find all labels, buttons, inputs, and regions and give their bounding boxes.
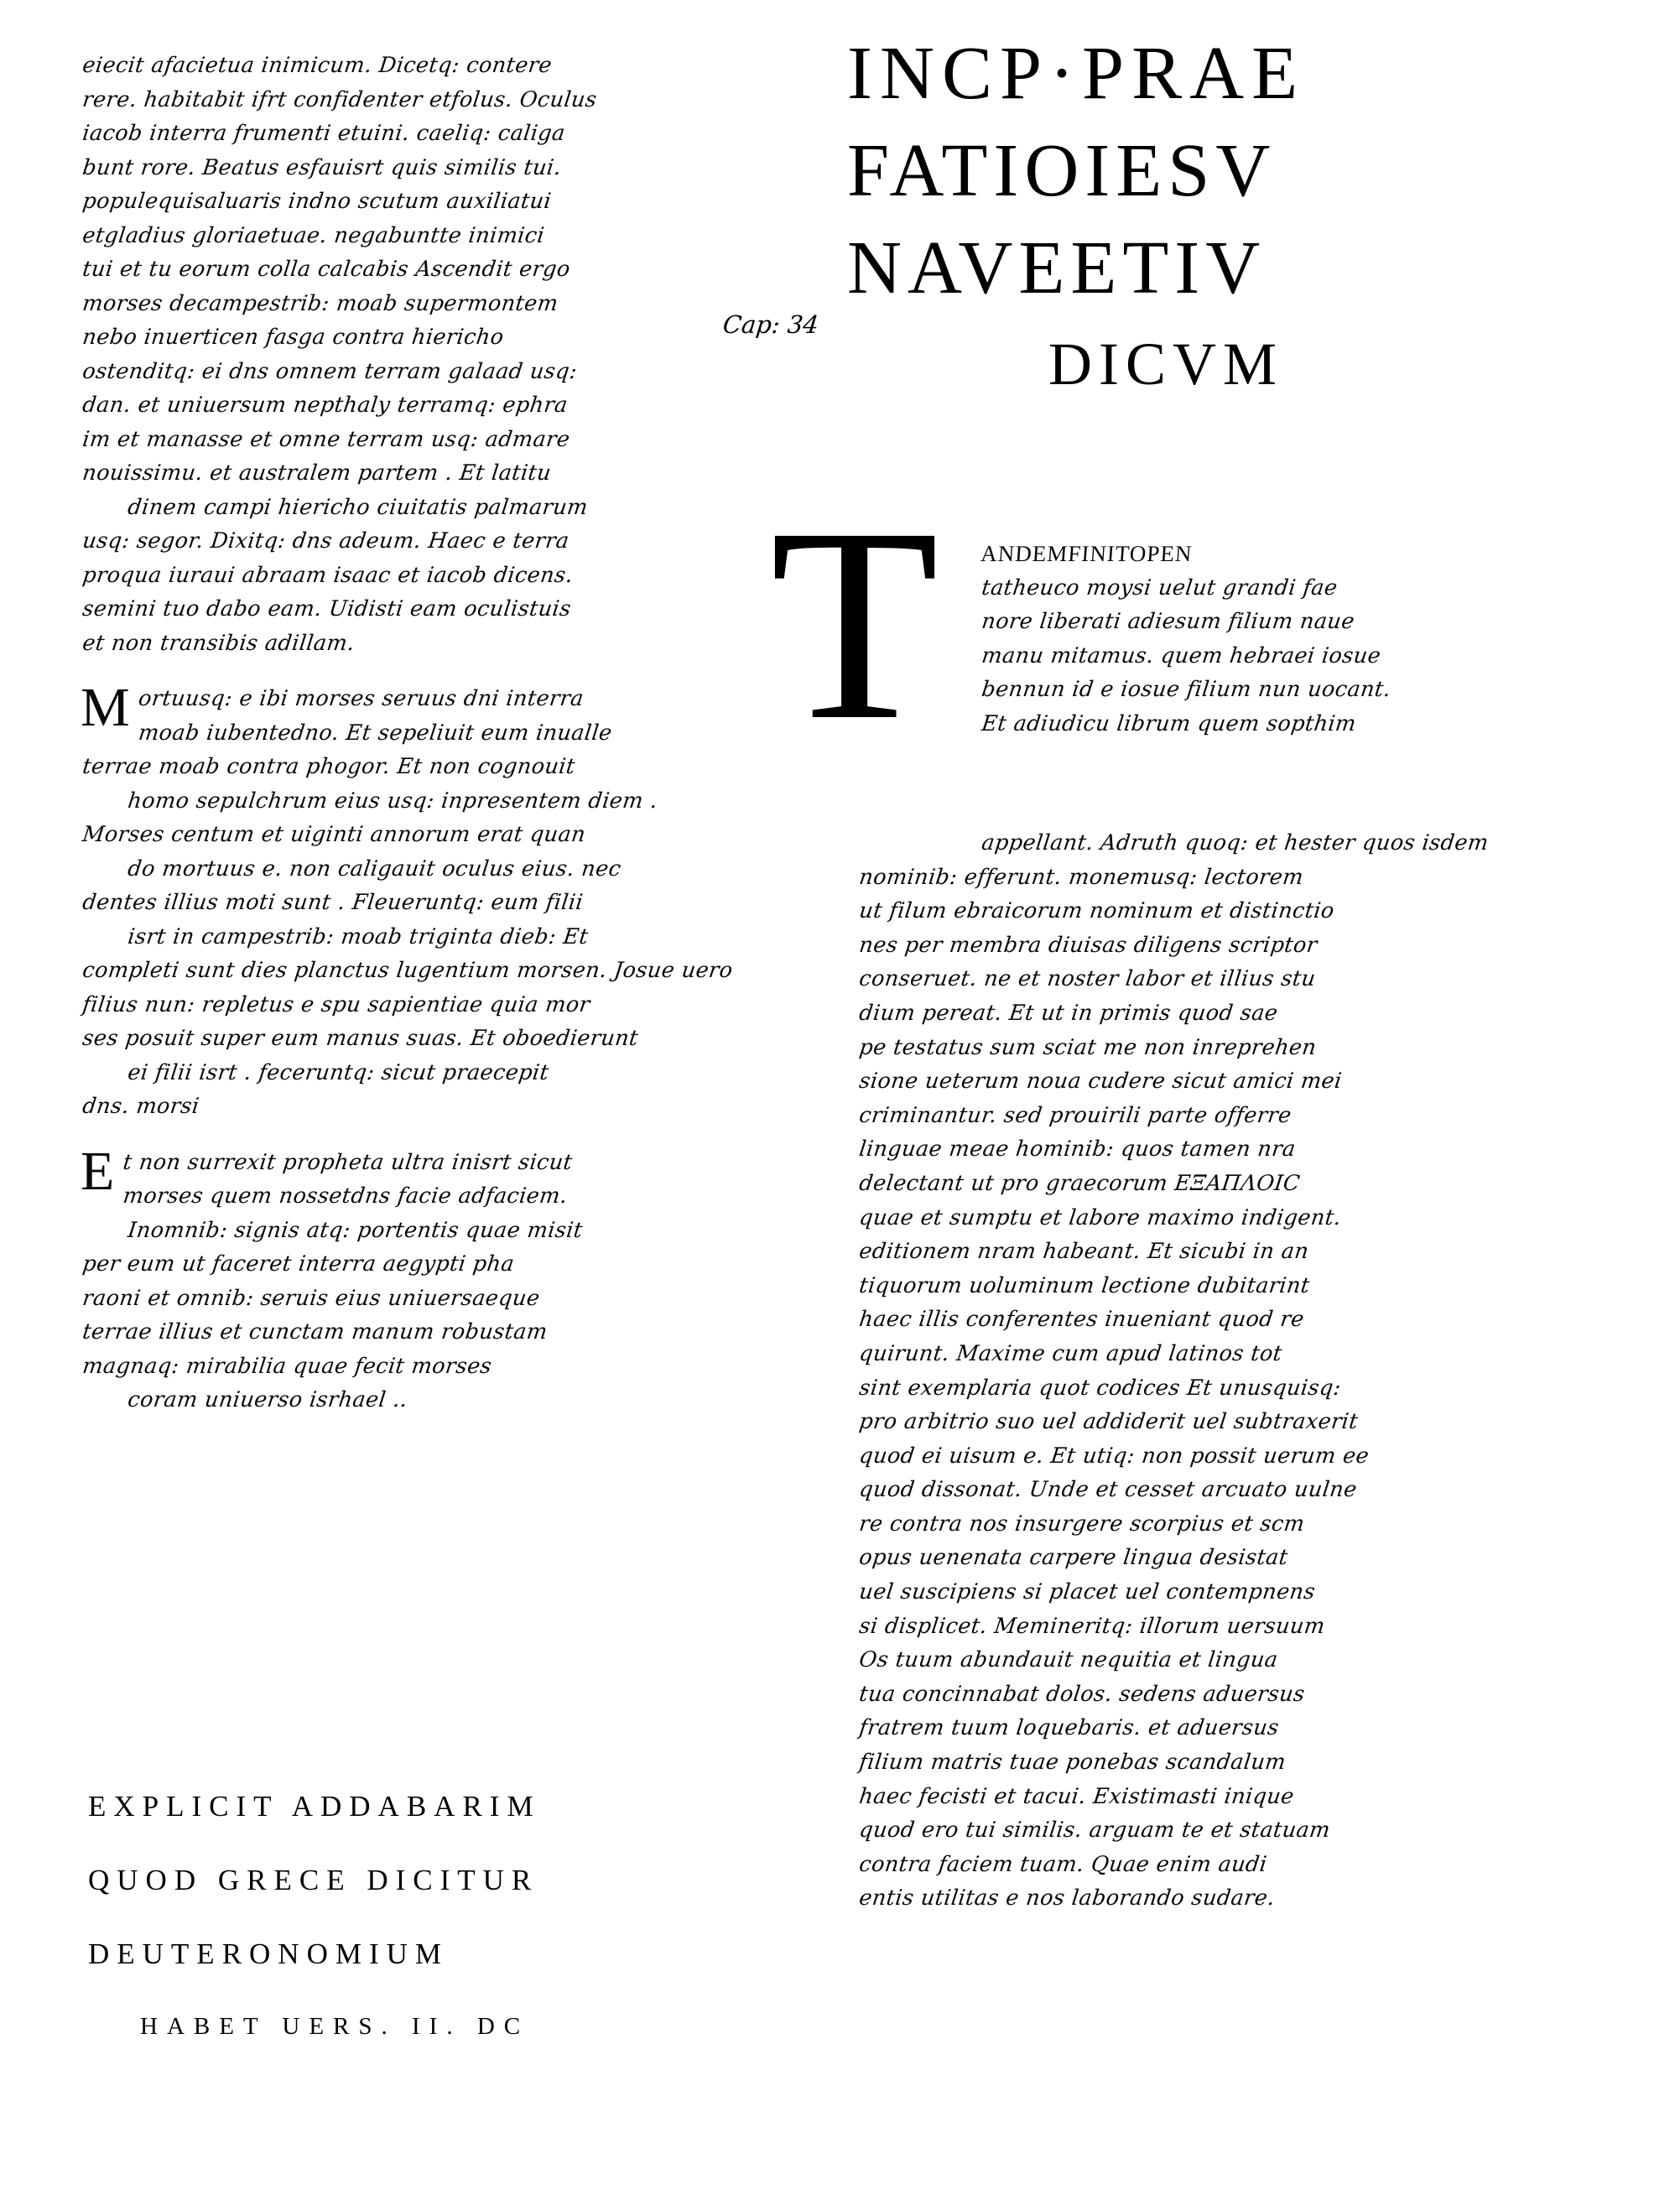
ms-line: eiecit afacietua inimicum. Dicetq: contere: [81, 53, 554, 78]
ms-line: etgladius gloriaetuae. negabuntte inimici: [81, 222, 546, 248]
ms-line: raoni et omnib: seruis eius uniuersaeque: [81, 1285, 542, 1311]
title-line: DICVM: [1048, 330, 1284, 398]
ms-line: homo sepulchrum eius usq: inpresentem diem .: [126, 788, 659, 814]
ms-line: quod ero tui similis. arguam te et statuam: [857, 1818, 1332, 1844]
ms-line: re contra nos insurgere scorpius et scm: [857, 1511, 1307, 1537]
left-text-column: [81, 49, 743, 1439]
ms-line: Inomnib: signis atq: portentis quae misit: [126, 1217, 585, 1243]
ms-line: dentes illius moti sunt . Fleueruntq: eum filii: [81, 890, 585, 915]
ms-line: conseruet. ne et noster labor et illius stu: [857, 966, 1318, 992]
ms-line: semini tuo dabo eam. Uidisti eam oculistuis: [81, 596, 573, 622]
ms-line: fratrem tuum loquebaris. et aduersus: [857, 1715, 1281, 1741]
ms-line: editionem nram habeant. Et sicubi in an: [857, 1239, 1311, 1265]
ms-line: ses posuit super eum manus suas. Et oboedierunt: [81, 1026, 640, 1051]
ms-line: sione ueterum noua cudere sicut amici mei: [857, 1069, 1344, 1095]
ms-line: morses quem nossetdns facie adfaciem.: [122, 1183, 570, 1209]
ms-line: magnaq: mirabilia quae fecit morses: [81, 1353, 493, 1379]
ms-line: tua concinnabat dolos. sedens aduersus: [857, 1681, 1307, 1707]
ms-line: filium matris tuae ponebas scandalum: [857, 1750, 1287, 1776]
title-line: FATIOIESV: [847, 129, 1277, 212]
drop-capital-E: E: [81, 1140, 115, 1202]
ms-line: coram uniuerso isrhael ..: [126, 1387, 409, 1412]
ms-line: et non transibis adillam.: [81, 630, 356, 656]
ms-line: ut filum ebraicorum nominum et distinctio: [857, 898, 1336, 924]
ms-line: pe testatus sum sciat me non inreprehen: [857, 1034, 1319, 1060]
title-line: NAVEETIV: [847, 226, 1267, 309]
ms-line: completi sunt dies planctus lugentium morsen. Josue uero: [81, 958, 735, 983]
text-block-moses-death: [81, 677, 743, 1124]
ms-line: moab iubentedno. Et sepeliuit eum inualle: [137, 720, 614, 746]
ms-line: pro arbitrio suo uel addiderit uel subtraxerit: [857, 1409, 1360, 1435]
ms-line: uel suscipiens si placet uel contempnens: [857, 1579, 1317, 1605]
ms-line: linguae meae hominib: quos tamen nra: [857, 1136, 1298, 1162]
ms-line: contra faciem tuam. Quae enim audi: [857, 1851, 1269, 1877]
text-block-no-prophet: [81, 1140, 743, 1417]
ms-line: terrae moab contra phogor. Et non cognouit: [81, 754, 577, 779]
ms-line: bennun id e iosue filium nun uocant.: [980, 677, 1393, 703]
ms-line: dium pereat. Et ut in primis quod sae: [857, 1000, 1280, 1026]
ms-line: sint exemplaria quot codices Et unusquisq:: [857, 1375, 1343, 1401]
ms-line: terrae illius et cunctam manum robustam: [81, 1319, 549, 1344]
ms-line: quod dissonat. Unde et cesset arcuato uulne: [857, 1477, 1359, 1503]
ms-line: entis utilitas e nos laborando sudare.: [857, 1885, 1277, 1911]
preface-title: [847, 32, 1610, 406]
text-block-deut-33-end: [81, 49, 743, 660]
ms-line: usq: segor. Dixitq: dns adeum. Haec e terra: [81, 528, 571, 554]
ms-line: per eum ut faceret interra aegypti pha: [81, 1251, 516, 1277]
ms-line: ei filii isrt . feceruntq: sicut praecepit: [126, 1059, 551, 1085]
ms-line: dns. morsi: [81, 1094, 201, 1119]
ms-line: si displicet. Memineritq: illorum uersuum: [857, 1613, 1327, 1639]
ms-line: tui et tu eorum colla calcabis Ascendit ergo: [81, 257, 572, 282]
ms-line: morses decampestrib: moab supermontem: [81, 290, 560, 316]
ms-line: tatheuco moysi uelut grandi fae: [980, 575, 1339, 601]
colophon: [88, 1770, 776, 2062]
ms-line: quae et sumptu et labore maximo indigent.: [857, 1204, 1343, 1230]
ms-line: ostenditq: ei dns omnem terram galaad usq:: [81, 358, 579, 384]
ms-line: nes per membra diuisas diligens scriptor: [857, 932, 1319, 958]
ms-line: im et manasse et omne terram usq: admare: [81, 426, 572, 452]
ms-line: quirunt. Maxime cum apud latinos tot: [857, 1340, 1284, 1366]
ms-line: do mortuus e. non caligauit oculus eius. nec: [126, 856, 623, 882]
ms-line: nore liberati adiesum filium naue: [980, 609, 1356, 635]
initial-capital-T: T: [770, 471, 939, 778]
ms-line: filius nun: repletus e spu sapientiae quia mor: [81, 991, 592, 1017]
ms-line: tiquorum uoluminum lectione dubitarint: [857, 1272, 1312, 1298]
ms-line: Et adiudicu librum quem sopthim: [980, 710, 1358, 736]
ms-line-capitals: ANDEMFINITOPEN: [980, 541, 1194, 566]
ms-line: nebo inuerticen fasga contra hiericho: [81, 325, 506, 350]
ms-line: isrt in campestrib: moab triginta dieb: Et: [126, 923, 590, 949]
ms-line: dan. et uniuersum nepthaly terramq: ephra: [81, 393, 570, 418]
colophon-line: QUOD GRECE DICITUR: [88, 1864, 539, 1896]
ms-line: proqua iuraui abraam isaac et iacob dicens.: [81, 562, 575, 588]
ms-line: haec fecisti et tacui. Existimasti inique: [857, 1783, 1296, 1809]
ms-line: Morses centum et uiginti annorum erat quan: [81, 822, 587, 847]
verse-count-line: HABET UERS. II. DC: [140, 2013, 530, 2040]
ms-line: ortuusq: e ibi morses seruus dni interra: [137, 686, 585, 711]
ms-line: dinem campi hiericho ciuitatis palmarum: [126, 494, 590, 520]
ms-line: haec illis conferentes inueniant quod re: [857, 1307, 1306, 1333]
ms-line: opus uenenata carpere lingua desistat: [857, 1545, 1290, 1571]
preface-opening: [980, 537, 1625, 741]
ms-line: appellant. Adruth quoq: et hester quos isdem: [980, 830, 1490, 856]
ms-line: rere. habitabit ifrt confidenter etfolus. Oculus: [81, 86, 599, 112]
ms-line: delectant ut pro graecorum ΕΞΑΠΛΟΙC: [857, 1170, 1302, 1196]
ms-line: quod ei uisum e. Et utiq: non possit uerum ee: [857, 1443, 1371, 1469]
preface-body: [857, 826, 1637, 1916]
ms-line: bunt rore. Beatus esfauisrt quis similis tui.: [81, 154, 563, 180]
title-line: INCP·PRAE: [847, 32, 1306, 115]
colophon-line: DEUTERONOMIUM: [88, 1937, 450, 1970]
colophon-line: EXPLICIT ADDABARIM: [88, 1790, 541, 1823]
ms-line: iacob interra frumenti etuini. caeliq: caliga: [81, 121, 567, 146]
ms-line: Os tuum abundauit nequitia et lingua: [857, 1647, 1280, 1673]
ms-line: populequisaluaris indno scutum auxiliatui: [81, 189, 553, 214]
ms-line: criminantur. sed prouirili parte offerre: [857, 1102, 1293, 1128]
chapter-marker: Cap: 34: [721, 310, 820, 339]
ms-line: nouissimu. et australem partem . Et latitu: [81, 460, 553, 486]
drop-capital-M: M: [81, 677, 130, 738]
ms-line: nominib: efferunt. monemusq: lectorem: [857, 864, 1305, 890]
ms-line: t non surrexit propheta ultra inisrt sicut: [122, 1149, 575, 1175]
ms-line: manu mitamus. quem hebraei iosue: [980, 642, 1383, 668]
